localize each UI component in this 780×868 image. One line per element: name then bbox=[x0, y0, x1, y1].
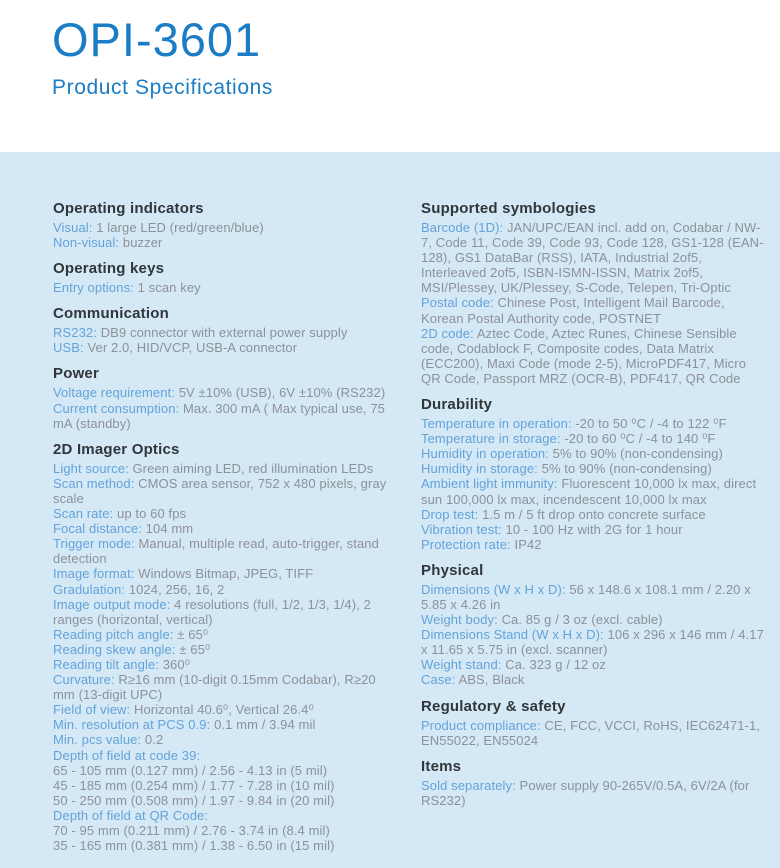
spec-value: DB9 connector with external power supply bbox=[100, 325, 348, 341]
spec-line bbox=[53, 325, 401, 340]
spec-label: Weight body: bbox=[421, 612, 498, 628]
spec-label: Temperature in storage: bbox=[421, 431, 561, 447]
spec-value: Max. 300 mA ( Max typical use, 75 mA (standby) bbox=[53, 400, 385, 431]
spec-line bbox=[53, 793, 401, 808]
spec-section bbox=[53, 365, 401, 430]
spec-label: Image format: bbox=[53, 566, 135, 582]
spec-value: 5V ±10% (USB), 6V ±10% (RS232) bbox=[178, 385, 386, 401]
spec-label: Entry options: bbox=[53, 280, 134, 296]
spec-value: CMOS area sensor, 752 x 480 pixels, gray scale bbox=[53, 475, 387, 506]
spec-label: RS232: bbox=[53, 325, 97, 341]
spec-line bbox=[53, 401, 401, 431]
section-title: Supported symbologies bbox=[421, 200, 597, 217]
spec-label: Vibration test: bbox=[421, 521, 502, 537]
spec-value: 0.1 mm / 3.94 mil bbox=[214, 717, 316, 733]
spec-section bbox=[421, 698, 768, 748]
spec-line bbox=[421, 612, 768, 627]
spec-value: Horizontal 40.6⁰, Vertical 26.4⁰ bbox=[133, 702, 314, 718]
spec-line bbox=[421, 657, 768, 672]
spec-value: Power supply 90-265V/0.5A, 6V/2A (for RS232) bbox=[421, 777, 750, 808]
spec-value: -20 to 60 ⁰C / -4 to 140 ⁰F bbox=[564, 431, 716, 447]
spec-label: Dimensions (W x H x D): bbox=[421, 581, 566, 597]
spec-line bbox=[53, 521, 401, 536]
section-title: Operating indicators bbox=[53, 200, 204, 217]
spec-line bbox=[421, 718, 768, 748]
spec-value: -20 to 50 ⁰C / -4 to 122 ⁰F bbox=[575, 416, 727, 432]
spec-line bbox=[53, 597, 401, 627]
spec-label: Case: bbox=[421, 672, 456, 688]
spec-value: Aztec Code, Aztec Runes, Chinese Sensible code, Codablock F, Composite codes, Data Matrix (ECC200), Maxi Code (mode 2-5), MicroPDF417, Micro QR Code, Passport MRZ (OCR-B), PDF417, QR Code bbox=[421, 325, 747, 386]
spec-label: Product compliance: bbox=[421, 717, 541, 733]
spec-value: up to 60 fps bbox=[116, 506, 187, 522]
spec-line bbox=[53, 672, 401, 702]
spec-value: Green aiming LED, red illumination LEDs bbox=[132, 460, 374, 476]
spec-section bbox=[53, 441, 401, 853]
spec-value: 1 scan key bbox=[137, 280, 201, 296]
spec-line bbox=[421, 627, 768, 657]
spec-label: Depth of field at QR Code: bbox=[53, 807, 209, 823]
spec-label: Reading tilt angle: bbox=[53, 656, 159, 672]
spec-label: Temperature in operation: bbox=[421, 416, 572, 432]
spec-line bbox=[53, 717, 401, 732]
spec-line bbox=[53, 461, 401, 476]
spec-value: 106 x 296 x 146 mm / 4.17 x 11.65 x 5.75 in (excl. scanner) bbox=[421, 627, 764, 658]
spec-line bbox=[53, 778, 401, 793]
spec-line bbox=[421, 476, 768, 506]
spec-value: Windows Bitmap, JPEG, TIFF bbox=[138, 566, 314, 582]
spec-section bbox=[421, 758, 768, 808]
spec-label: Light source: bbox=[53, 460, 129, 476]
spec-line bbox=[53, 280, 401, 295]
spec-value: Ver 2.0, HID/VCP, USB-A connector bbox=[87, 340, 298, 356]
spec-line bbox=[53, 657, 401, 672]
page-header bbox=[0, 0, 780, 100]
spec-line bbox=[421, 778, 768, 808]
spec-line bbox=[53, 220, 401, 235]
spec-line bbox=[421, 431, 768, 446]
spec-line bbox=[421, 295, 768, 325]
section-title: Items bbox=[421, 757, 462, 775]
spec-line bbox=[53, 235, 401, 250]
section-title: Operating keys bbox=[53, 260, 165, 278]
spec-line bbox=[53, 732, 401, 747]
spec-label: Reading pitch angle: bbox=[53, 626, 174, 642]
spec-section bbox=[421, 562, 768, 688]
spec-value: 1.5 m / 5 ft drop onto concrete surface bbox=[482, 506, 706, 522]
product-title: OPI-3601 bbox=[52, 13, 262, 66]
spec-label: Protection rate: bbox=[421, 536, 511, 552]
spec-line bbox=[53, 506, 401, 521]
spec-value: 4 resolutions (full, 1/2, 1/3, 1/4), 2 ranges (horizontal, vertical) bbox=[53, 596, 371, 627]
spec-line bbox=[53, 582, 401, 597]
spec-label: 2D code: bbox=[421, 325, 474, 341]
spec-label: Focal distance: bbox=[53, 521, 142, 537]
spec-value: 35 - 165 mm (0.381 mm) / 1.38 - 6.50 in (15 mil) bbox=[53, 838, 335, 854]
spec-line bbox=[421, 326, 768, 386]
spec-value: Chinese Post, Intelligent Mail Barcode, Korean Postal Authority code, POSTNET bbox=[421, 295, 725, 326]
spec-line bbox=[53, 627, 401, 642]
spec-value: CE, FCC, VCCI, RoHS, IEC62471-1, EN55022, EN55024 bbox=[421, 717, 761, 748]
spec-label: Scan rate: bbox=[53, 506, 114, 522]
spec-label: Current consumption: bbox=[53, 400, 180, 416]
spec-label: Image output mode: bbox=[53, 596, 171, 612]
section-title: Physical bbox=[421, 561, 484, 579]
spec-line bbox=[421, 522, 768, 537]
spec-line bbox=[53, 823, 401, 838]
spec-label: Voltage requirement: bbox=[53, 385, 175, 401]
spec-line bbox=[421, 220, 768, 295]
section-title: Regulatory & safety bbox=[421, 697, 566, 715]
spec-label: Curvature: bbox=[53, 672, 115, 688]
spec-label: Drop test: bbox=[421, 506, 479, 522]
spec-section bbox=[53, 200, 401, 250]
section-title: Power bbox=[53, 365, 100, 383]
spec-line bbox=[53, 566, 401, 581]
section-title: Communication bbox=[53, 305, 169, 323]
spec-value: 1 large LED (red/green/blue) bbox=[96, 220, 264, 235]
spec-line bbox=[53, 340, 401, 355]
spec-value: 45 - 185 mm (0.254 mm) / 1.77 - 7.28 in (10 mil) bbox=[53, 777, 335, 793]
spec-label: Humidity in storage: bbox=[421, 461, 538, 477]
spec-panel bbox=[0, 152, 780, 868]
spec-line bbox=[53, 642, 401, 657]
spec-value: 56 x 148.6 x 108.1 mm / 2.20 x 5.85 x 4.26 in bbox=[421, 581, 751, 612]
spec-label: Barcode (1D): bbox=[421, 220, 504, 235]
spec-label: Non-visual: bbox=[53, 235, 120, 251]
spec-line bbox=[421, 672, 768, 687]
spec-label: Visual: bbox=[53, 220, 93, 235]
spec-value: IP42 bbox=[514, 536, 542, 552]
spec-line bbox=[421, 537, 768, 552]
spec-label: Reading skew angle: bbox=[53, 641, 176, 657]
spec-line bbox=[53, 536, 401, 566]
spec-line bbox=[53, 838, 401, 853]
spec-line bbox=[421, 582, 768, 612]
spec-label: Postal code: bbox=[421, 295, 494, 311]
spec-section bbox=[421, 200, 768, 386]
spec-value: Ca. 85 g / 3 oz (excl. cable) bbox=[501, 612, 663, 628]
spec-value: 70 - 95 mm (0.211 mm) / 2.76 - 3.74 in (8.4 mil) bbox=[53, 823, 330, 838]
spec-label: Scan method: bbox=[53, 475, 135, 491]
spec-label: Trigger mode: bbox=[53, 536, 135, 552]
section-title: Durability bbox=[421, 396, 493, 414]
spec-line bbox=[53, 476, 401, 506]
spec-label: Field of view: bbox=[53, 702, 131, 718]
spec-section bbox=[53, 305, 401, 355]
spec-value: ± 65⁰ bbox=[177, 626, 209, 642]
spec-line bbox=[53, 808, 401, 823]
spec-label: Sold separately: bbox=[421, 777, 516, 793]
spec-value: 10 - 100 Hz with 2G for 1 hour bbox=[505, 521, 683, 537]
spec-label: Humidity in operation: bbox=[421, 446, 549, 462]
spec-value: 0.2 bbox=[144, 732, 164, 748]
spec-label: Ambient light immunity: bbox=[421, 476, 558, 492]
spec-line bbox=[421, 416, 768, 431]
spec-section bbox=[53, 260, 401, 295]
section-title: 2D Imager Optics bbox=[53, 440, 180, 458]
spec-label: Weight stand: bbox=[421, 657, 502, 673]
spec-section bbox=[421, 396, 768, 552]
spec-value: ± 65⁰ bbox=[179, 641, 211, 657]
spec-label: Min. pcs value: bbox=[53, 732, 142, 748]
spec-value: 1024, 256, 16, 2 bbox=[128, 581, 225, 597]
spec-value: R≥16 mm (10-digit 0.15mm Codabar), R≥20 mm (13-digit UPC) bbox=[53, 672, 376, 703]
spec-value: ABS, Black bbox=[458, 672, 525, 688]
spec-line bbox=[421, 507, 768, 522]
spec-value: 5% to 90% (non-condensing) bbox=[552, 446, 723, 462]
spec-value: 65 - 105 mm (0.127 mm) / 2.56 - 4.13 in (5 mil) bbox=[53, 762, 328, 778]
page-subtitle: Product Specifications bbox=[52, 75, 273, 99]
spec-value: Ca. 323 g / 12 oz bbox=[505, 657, 606, 673]
spec-value: JAN/UPC/EAN incl. add on, Codabar / NW-7, Code 11, Code 39, Code 93, Code 128, GS1-128 (EAN-128), GS1 DataBar (RSS), IATA, Industrial 2of5, Interleaved 2of5, ISBN-ISMN-ISSN, Matrix 2of5, MSI/Plessey, UK/Plessey, S-Code, Telepen, Tri-Optic bbox=[421, 220, 764, 296]
spec-value: 360⁰ bbox=[162, 656, 191, 672]
spec-line bbox=[53, 748, 401, 763]
spec-value: 104 mm bbox=[145, 521, 194, 537]
spec-line bbox=[53, 702, 401, 717]
spec-line bbox=[53, 763, 401, 778]
spec-label: Depth of field at code 39: bbox=[53, 747, 201, 763]
spec-column-right bbox=[421, 200, 768, 868]
spec-value: Manual, multiple read, auto-trigger, stand detection bbox=[53, 536, 379, 567]
spec-value: buzzer bbox=[122, 235, 163, 251]
spec-label: Dimensions Stand (W x H x D): bbox=[421, 627, 604, 643]
spec-label: USB: bbox=[53, 340, 84, 356]
spec-line bbox=[53, 385, 401, 400]
spec-column-left bbox=[53, 200, 401, 868]
spec-label: Min. resolution at PCS 0.9: bbox=[53, 717, 211, 733]
spec-label: Gradulation: bbox=[53, 581, 126, 597]
spec-value: Fluorescent 10,000 lx max, direct sun 100,000 lx max, incendescent 10,000 lx max bbox=[421, 476, 757, 507]
spec-value: 5% to 90% (non-condensing) bbox=[541, 461, 712, 477]
spec-value: 50 - 250 mm (0.508 mm) / 1.97 - 9.84 in (20 mil) bbox=[53, 792, 335, 808]
spec-line bbox=[421, 461, 768, 476]
spec-line bbox=[421, 446, 768, 461]
